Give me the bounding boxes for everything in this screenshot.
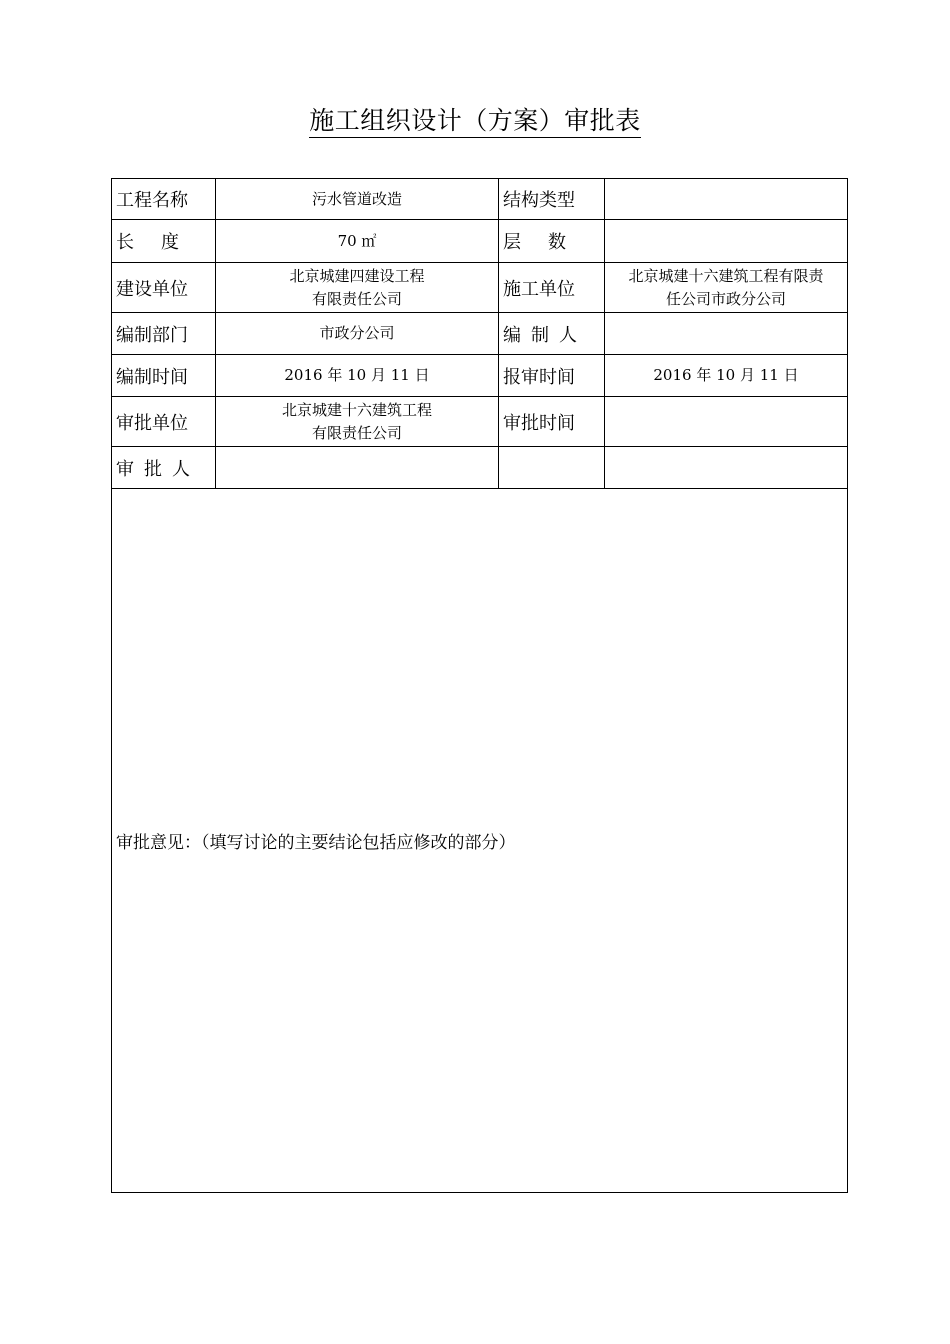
- table-row: [112, 313, 848, 355]
- value-client-unit-line1: 北京城建四建设工程: [289, 266, 425, 285]
- label-empty: [499, 447, 605, 489]
- label-approval-unit: 审批单位: [112, 397, 216, 447]
- table-row: [112, 447, 848, 489]
- table-row: [112, 397, 848, 447]
- value-approver: [216, 447, 499, 489]
- value-client-unit: [216, 263, 499, 313]
- label-preparer: 编制人: [499, 313, 605, 355]
- label-submit-date: 报审时间: [499, 355, 605, 397]
- value-approval-unit-line2: 有限责任公司: [311, 423, 402, 442]
- table-row: [112, 220, 848, 263]
- label-prepared-date: 编制时间: [112, 355, 216, 397]
- value-submit-date: 2016 年 10 月 11 日: [605, 355, 848, 397]
- table-row: [112, 263, 848, 313]
- table-row: [112, 489, 848, 1193]
- page-title-text: 施工组织设计（方案）审批表: [309, 106, 641, 138]
- approval-opinion-label: 审批意见：（填写讨论的主要结论包括应修改的部分）: [116, 833, 516, 853]
- value-construction-unit: [605, 263, 848, 313]
- page-title: [0, 104, 950, 138]
- label-approval-date: 审批时间: [499, 397, 605, 447]
- approval-opinion-cell: [112, 489, 848, 1193]
- value-approval-unit: [216, 397, 499, 447]
- label-approver: 审批人: [112, 447, 216, 489]
- value-construction-unit-line1: 北京城建十六建筑工程有限责: [628, 266, 824, 285]
- value-floors: [605, 220, 848, 263]
- label-client-unit: 建设单位: [112, 263, 216, 313]
- label-project-name: 工程名称: [112, 179, 216, 220]
- value-client-unit-line2: 有限责任公司: [311, 289, 402, 308]
- label-floors: 层数: [499, 220, 605, 263]
- table-row: [112, 355, 848, 397]
- label-construction-unit: 施工单位: [499, 263, 605, 313]
- table-row: [112, 179, 848, 220]
- value-length: 70 ㎡: [216, 220, 499, 263]
- value-construction-unit-line2: 任公司市政分公司: [665, 289, 786, 308]
- value-structure-type: [605, 179, 848, 220]
- label-structure-type: 结构类型: [499, 179, 605, 220]
- value-prepared-date: 2016 年 10 月 11 日: [216, 355, 499, 397]
- value-project-name: 污水管道改造: [216, 179, 499, 220]
- value-empty: [605, 447, 848, 489]
- value-approval-date: [605, 397, 848, 447]
- label-prepared-dept: 编制部门: [112, 313, 216, 355]
- value-approval-unit-line1: 北京城建十六建筑工程: [281, 400, 432, 419]
- value-prepared-dept: 市政分公司: [216, 313, 499, 355]
- approval-form-table: [111, 178, 848, 1193]
- label-length: 长度: [112, 220, 216, 263]
- value-preparer: [605, 313, 848, 355]
